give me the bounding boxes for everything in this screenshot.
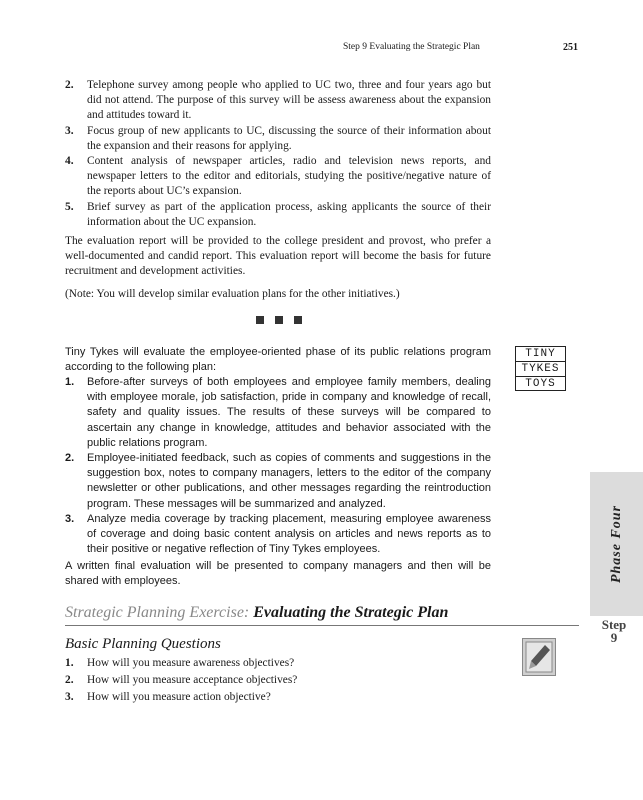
uc-evaluation-list [65,78,491,230]
list-item: 4. Content analysis of newspaper articles, radio and television news reports, and newspaper letters to the editor and editorials, studying the positive/negative nature of the reports about UC’s expansion. [65,155,491,198]
pencil-icon [522,638,556,676]
step-label: Step 9 [601,617,627,645]
section-divider [256,316,302,324]
exercise-prefix: Strategic Planning Exercise: [65,604,250,621]
tiny-tykes-intro: Tiny Tykes will evaluate the employee-oriented phase of its public relations program according to the following plan: [65,346,491,374]
phase-tab [590,472,643,616]
square-bullet-icon [256,316,264,324]
list-item: 1. How will you measure awareness objectives? [65,657,295,669]
planning-questions [65,656,505,706]
list-item: 2. Employee-initiated feedback, such as copies of comments and suggestions in the suggestion box, notes to company managers, letters to the editor of the company newsletter or other publications, and other messages regarding the reintroduction program. These messages will be summarized and analyzed. [65,452,491,510]
running-header [0,42,643,56]
tiny-tykes-logo: TINY TYKES TOYS [515,346,566,391]
tiny-tykes-list [65,375,491,557]
list-item: 3. Analyze media coverage by tracking placement, measuring employee awareness of coverage and doing basic content analysis on articles and news reports as to their positive or negative reflection of Tiny Tykes employees. [65,512,491,556]
list-item: 3. Focus group of new applicants to UC, discussing the source of their information about the expansion and their reasons for applying. [65,124,491,152]
list-item: 2. How will you measure acceptance objectives? [65,674,298,687]
square-bullet-icon [275,316,283,324]
tiny-tykes-closing: A written final evaluation will be presented to company managers and then will be shared with employees. [65,560,491,588]
running-title: Step 9 Evaluating the Strategic Plan [343,42,480,52]
exercise-title [65,604,579,626]
uc-report-paragraph: The evaluation report will be provided to the college president and provost, who prefer a well-documented and candid report. This evaluation report will become the basis for future recruitment and development activities. [65,235,491,278]
phase-label: Phase Four [608,504,624,584]
note-paragraph: (Note: You will develop similar evaluation plans for the other initiatives.) [65,288,400,300]
list-item: 5. Brief survey as part of the application process, asking applicants the source of their information about the UC expansion. [65,200,491,228]
square-bullet-icon [294,316,302,324]
list-item: 1. Before-after surveys of both employees and employee family members, dealing with employee morale, job satisfaction, pride in company and knowledge of recall, safety and quality issues. The results of these surveys will be compared to ascertain any change in knowledge, attitudes and behavior associated with the public relations program. [65,376,491,449]
list-item: 3. How will you measure action objective? [65,691,271,704]
page-number: 251 [563,42,578,53]
section-subheading: Basic Planning Questions [65,636,221,652]
exercise-name: Evaluating the Strategic Plan [253,604,449,621]
list-item: 2. Telephone survey among people who applied to UC two, three and four years ago but did not attend. The purpose of this survey will be assess awareness about the expansion and attitudes toward it. [65,79,491,122]
